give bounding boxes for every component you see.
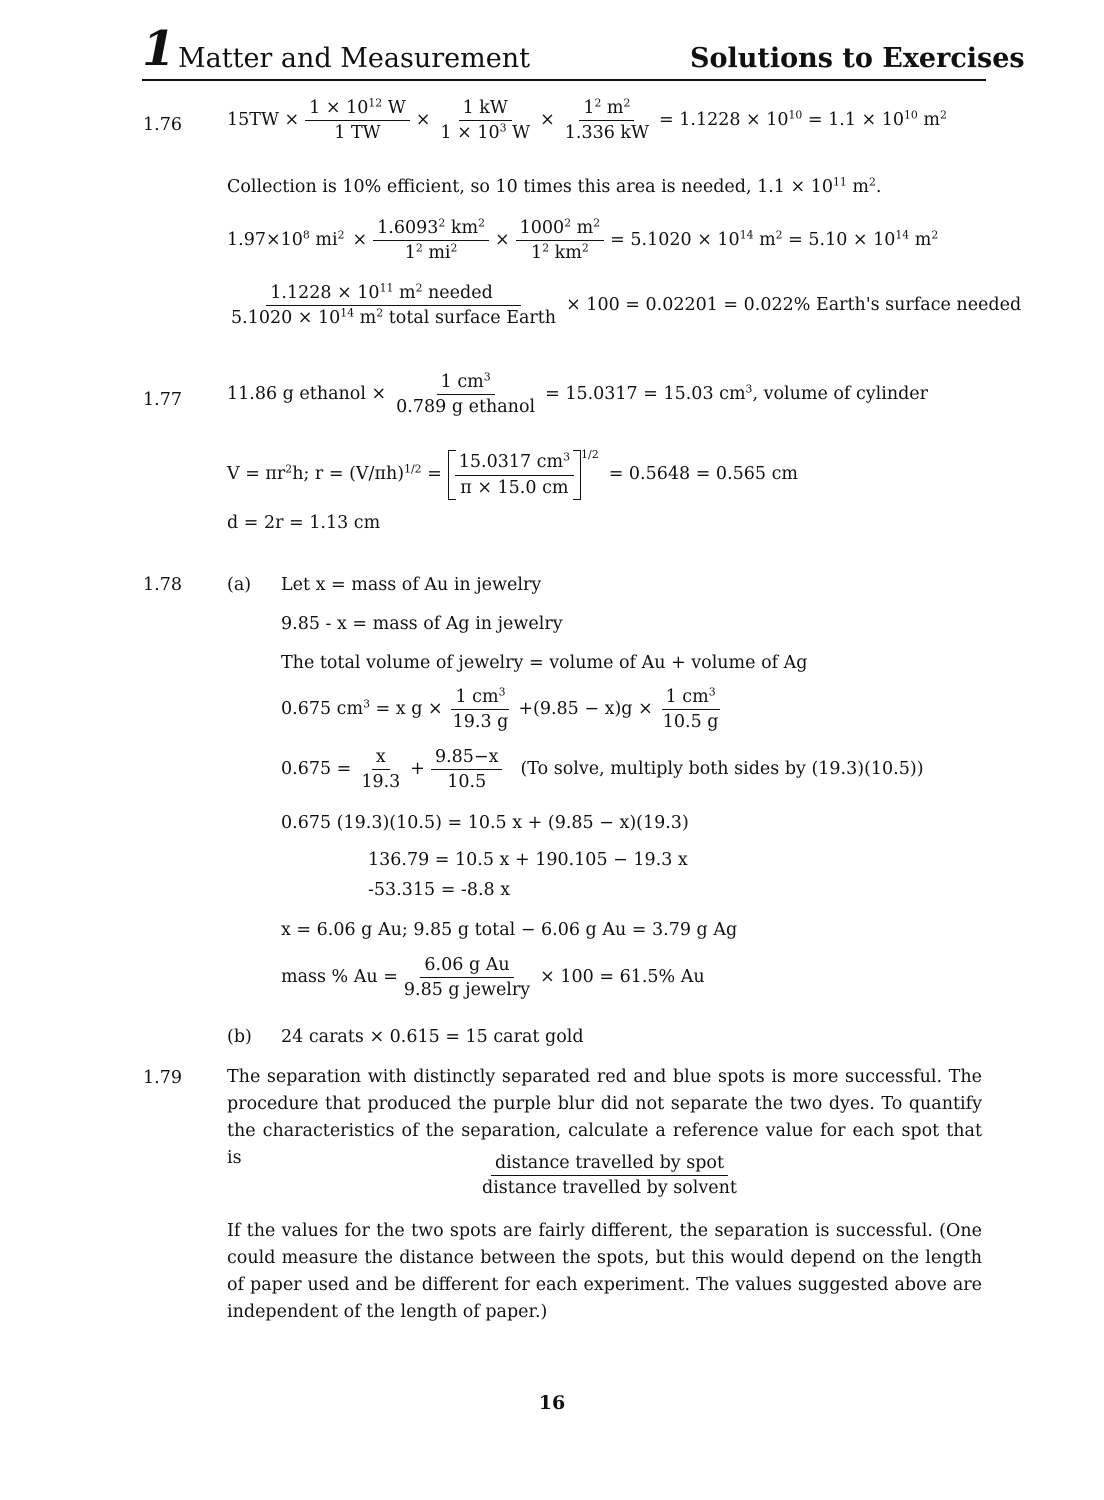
- paragraph: If the values for the two spots are fairly different, the separation is successful. (One could measure the distance between the spots, but this would depend on the length of paper used and be different for each experiment. The values suggested above are independent of the length of paper.): [227, 1221, 982, 1322]
- fraction: $\frac{\text{6.06 g Au}}{\text{9.85 g jewelry}}$: [403, 955, 531, 1001]
- fraction: $\frac{1 \times 10^{12} W}{1 TW}$: [305, 98, 410, 143]
- eq-1-78-line4: 0.675 $cm^3 = x$ g × $\frac{1 cm^3}{19.3 g}$ +(9.85 − x)g × $\frac{1 cm^3}{10.5 g}$: [281, 687, 728, 732]
- fraction: $\frac{1.1228 \times 10^{11} m^2 needed}{5.1020 \times 10^{14} m^2 total surface Earth}$: [231, 281, 557, 329]
- eq-1-76-line2: Collection is 10% efficient, so 10 times this area is needed, $1.1 \times 10^{11}$ $m^2$.: [227, 175, 882, 197]
- page-number: 16: [538, 1392, 566, 1414]
- fraction: $\frac{1 cm^3}{19.3 g}$: [452, 685, 509, 733]
- text-line: 0.675 (19.3)(10.5) = 10.5 x + (9.85 − x)(19.3): [281, 813, 689, 833]
- fraction: $\frac{1^2 m^2}{1.336 kW}$: [564, 96, 650, 144]
- reference-fraction: [478, 1153, 741, 1198]
- fraction: $\frac{1 kW}{1 \times 10^3 W}$: [440, 98, 531, 144]
- problem-number-1-79: 1.79: [143, 1068, 182, 1088]
- fraction: $\frac{x}{19.3}$: [361, 747, 401, 793]
- text-line: x = 6.06 g Au; 9.85 g total − 6.06 g Au = 3.79 g Ag: [281, 920, 738, 940]
- eq-1-77-line3: d = 2r = 1.13 cm: [227, 513, 381, 533]
- paragraph: The separation with distinctly separated red and blue spots is more successful. The procedure that produced the purple blur did not separate the two dyes. To quantify the characteristics of the separation, calculate a reference value for each spot that is: [227, 1067, 982, 1168]
- eq-1-77-line1: 11.86 g ethanol × $\frac{1 cm^3}{\text{0.789 g ethanol}}$ = 15.0317 = 15.03 $cm^3$, volume of cylinder: [227, 370, 929, 418]
- problem-number-1-78: 1.78: [143, 575, 182, 595]
- fraction: $\frac{\text{distance travelled by spot}}{\text{distance travelled by solvent}}$: [482, 1153, 737, 1199]
- chapter-number: 1: [142, 21, 176, 77]
- fraction: $\frac{1.6093^2 km^2}{1^2 mi^2}$: [373, 218, 489, 263]
- problem-number-1-76: 1.76: [143, 115, 182, 135]
- problem-number-1-77: 1.77: [143, 390, 182, 410]
- square-bracket: [448, 450, 581, 500]
- text-line: Let x = mass of Au in jewelry: [281, 575, 542, 595]
- chapter-title: Matter and Measurement: [178, 43, 530, 74]
- eq-1-76-line4: $\frac{1.1228 \times 10^{11} m^2 needed}{5.1020 \times 10^{14} m^2 total surface Earth}$ × 100 = 0.02201 = 0.022% Earth's surface needed: [227, 283, 1021, 328]
- header-rule: [142, 79, 986, 81]
- eq-1-78-line5: 0.675 = $\frac{x}{19.3}$ + $\frac{9.85-x}{10.5}$ (To solve, multiply both sides by (19.3)(10.5)): [281, 747, 924, 793]
- text-line: The total volume of jewelry = volume of Au + volume of Ag: [281, 653, 808, 673]
- fraction: $\frac{1 cm^3}{10.5 g}$: [662, 685, 719, 733]
- eq-1-76-line3: $1.97\times 10^8$ $mi^2$ × $\frac{1.6093^2 km^2}{1^2 mi^2}$ × $\frac{1000^2 m^2}{1^2 km^2}$ = $5.1020 \times 10^{14}$ $m^2 = 5.10 \times 10^{14}$ $m^2$: [227, 216, 939, 264]
- text-line: -53.315 = -8.8 x: [368, 880, 511, 900]
- eq-1-77-line2: $V = \pi r^2h$; $r = (V/\pi h)^{1/2}$ = $\frac{15.0317 cm^3}{\pi \times 15.0 cm}$ 1/2 = 0.5648 = 0.565 cm: [227, 450, 798, 500]
- text-line: 136.79 = 10.5 x + 190.105 − 19.3 x: [368, 850, 688, 870]
- fraction: $\frac{1000^2 m^2}{1^2 km^2}$: [516, 218, 605, 263]
- fraction: $\frac{1 cm^3}{\text{0.789 g ethanol}}$: [396, 370, 536, 418]
- text-line: 24 carats × 0.615 = 15 carat gold: [281, 1027, 584, 1047]
- fraction: $\frac{9.85-x}{10.5}$: [431, 747, 503, 792]
- part-label-a: (a): [227, 575, 252, 595]
- section-title: Solutions to Exercises: [690, 43, 1025, 74]
- part-label-b: (b): [227, 1027, 252, 1047]
- eq-1-76-line1: 15TW × $\frac{1 \times 10^{12} W}{1 TW}$ × $\frac{1 kW}{1 \times 10^3 W}$ × $\frac{1^2 m^2}{1.336 kW}$ = $1.1228 \times 10^{10} = 1.1 \times 10^{10}$ $m^2$: [227, 96, 947, 144]
- text-line: 9.85 - x = mass of Ag in jewelry: [281, 614, 563, 634]
- fraction: $\frac{15.0317 cm^3}{\pi \times 15.0 cm}$: [455, 452, 574, 497]
- eq-1-78-line10: mass % Au = $\frac{\text{6.06 g Au}}{\text{9.85 g jewelry}}$ × 100 = 61.5% Au: [281, 955, 705, 1001]
